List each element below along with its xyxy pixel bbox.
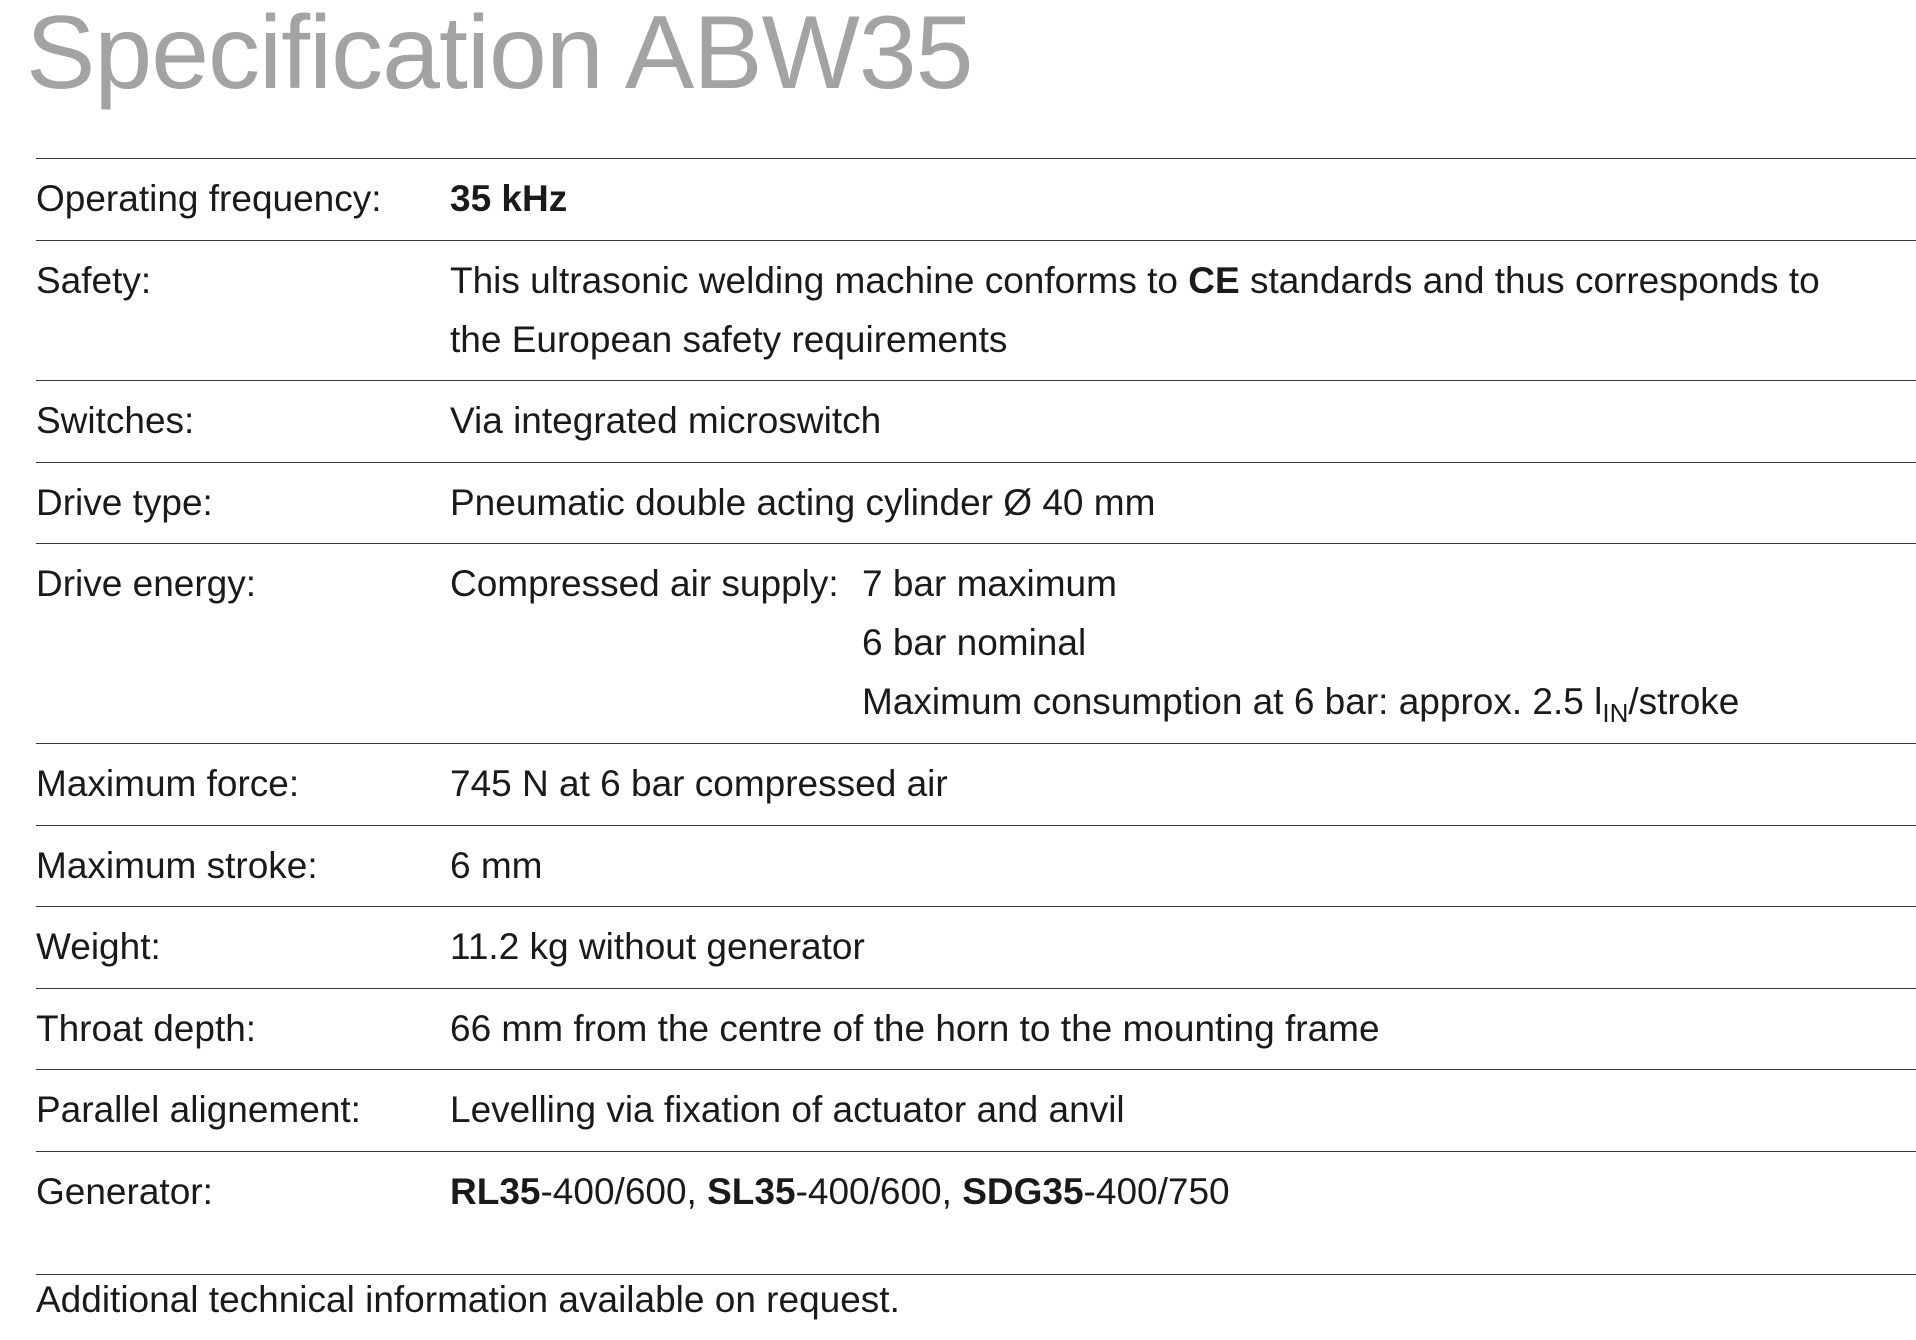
generator-rl35: RL35 xyxy=(450,1171,541,1212)
row-value: 11.2 kg without generator xyxy=(450,926,865,967)
row-value xyxy=(450,1162,1916,1234)
safety-text-after: standards and thus corresponds to the European safety requirements xyxy=(450,260,1820,360)
row-operating-frequency xyxy=(36,159,1916,241)
row-generator xyxy=(36,1152,1916,1234)
drive-energy-key: Compressed air supply: xyxy=(450,563,839,604)
generator-sl35-range: -400/600, xyxy=(795,1171,963,1212)
generator-sdg35-range: -400/750 xyxy=(1083,1171,1230,1212)
drive-energy-values xyxy=(862,554,1739,731)
consumption-unit: /stroke xyxy=(1628,681,1740,722)
row-label: Drive energy: xyxy=(36,563,257,604)
row-parallel-alignment xyxy=(36,1070,1916,1152)
generator-sdg35: SDG35 xyxy=(962,1171,1084,1212)
row-value xyxy=(450,554,1916,743)
row-weight xyxy=(36,907,1916,989)
row-label: Safety: xyxy=(36,260,152,301)
table-bottom-rule xyxy=(36,1234,1916,1275)
page-title: Specification ABW35 xyxy=(26,0,973,111)
row-value: 6 mm xyxy=(450,845,543,886)
consumption-subscript: IN xyxy=(1602,698,1629,728)
row-label: Maximum force: xyxy=(36,763,300,804)
row-label: Weight: xyxy=(36,926,161,967)
drive-energy-nominal: 6 bar nominal xyxy=(862,622,1087,663)
row-label: Throat depth: xyxy=(36,1008,257,1049)
row-label: Switches: xyxy=(36,400,195,441)
drive-energy-consumption xyxy=(862,672,1739,731)
row-label: Maximum stroke: xyxy=(36,845,318,886)
safety-text-before: This ultrasonic welding machine conforms to xyxy=(450,260,1189,301)
row-switches xyxy=(36,381,1916,463)
consumption-text: Maximum consumption at 6 bar: approx. 2.5 l xyxy=(862,681,1603,722)
row-label: Generator: xyxy=(36,1171,213,1212)
spec-table xyxy=(36,158,1916,1275)
row-label: Parallel alignement: xyxy=(36,1089,361,1130)
ce-mark-text: CE xyxy=(1188,260,1240,301)
row-label: Drive type: xyxy=(36,482,213,523)
row-value: 66 mm from the centre of the horn to the mounting frame xyxy=(450,1008,1380,1049)
drive-energy-grid xyxy=(450,554,1876,731)
row-value: Via integrated microswitch xyxy=(450,400,882,441)
row-value xyxy=(450,251,1916,380)
row-throat-depth xyxy=(36,989,1916,1070)
generator-rl35-range: -400/600, xyxy=(540,1171,708,1212)
row-value: Pneumatic double acting cylinder Ø 40 mm xyxy=(450,482,1156,523)
row-drive-energy xyxy=(36,544,1916,744)
row-value: 35 kHz xyxy=(450,178,568,219)
row-drive-type xyxy=(36,463,1916,544)
row-value: 745 N at 6 bar compressed air xyxy=(450,763,948,804)
drive-energy-max: 7 bar maximum xyxy=(862,563,1117,604)
row-label: Operating frequency: xyxy=(36,178,382,219)
row-safety xyxy=(36,241,1916,381)
footer-note: Additional technical information available on request. xyxy=(36,1279,900,1320)
generator-sl35: SL35 xyxy=(707,1171,796,1212)
row-maximum-force xyxy=(36,744,1916,826)
row-value: Levelling via fixation of actuator and anvil xyxy=(450,1089,1125,1130)
row-maximum-stroke xyxy=(36,826,1916,907)
